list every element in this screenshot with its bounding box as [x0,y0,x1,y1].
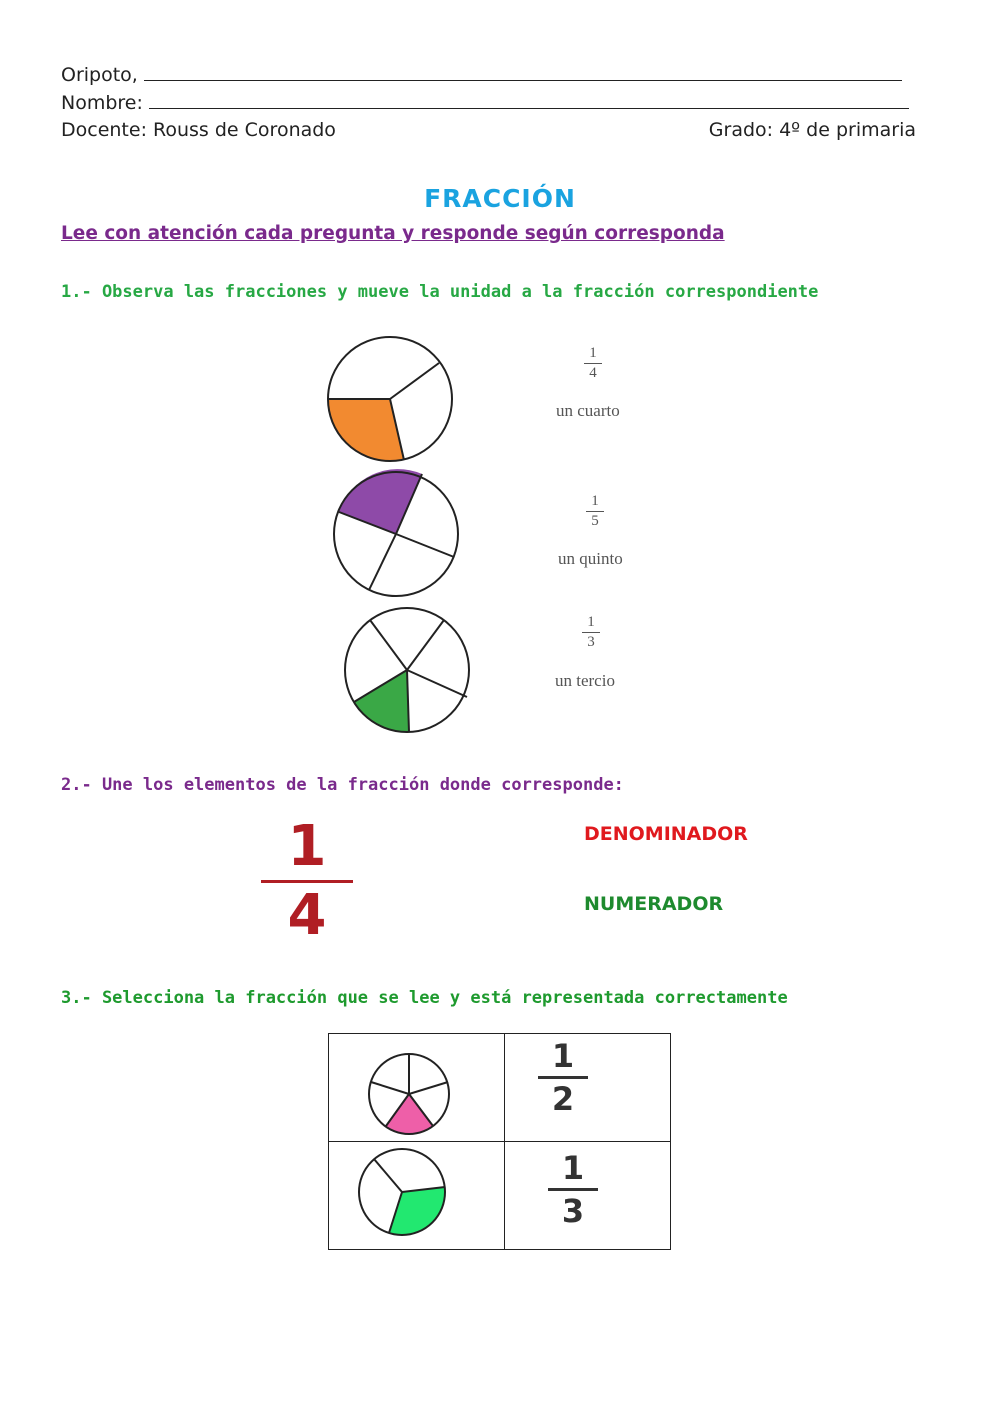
q3-row2-fraction [545,1150,601,1229]
q3-row2-denominator: 3 [561,1192,585,1230]
numerator-label[interactable]: NUMERADOR [584,893,724,915]
question-3: 3.- Selecciona la fracción que se lee y está representada correctamente [61,988,788,1008]
table-row[interactable] [329,1142,671,1250]
q2-numerator[interactable]: 1 [287,814,327,879]
q3-row2-fraction-cell[interactable] [505,1142,671,1250]
table-row[interactable] [329,1034,671,1142]
question-1: 1.- Observa las fracciones y mueve la unidad a la fracción correspondiente [61,282,819,302]
place-label: Oripoto, [61,64,138,86]
name-label: Nombre: [61,92,143,114]
q1-fraction-1-word: un cuarto [556,401,620,420]
q1-fraction-3-numerator: 1 [587,614,595,630]
q1-circles [300,325,490,745]
name-blank[interactable] [149,90,909,109]
q3-row2-pie-cell[interactable] [329,1142,505,1250]
q3-pie-thirds [329,1142,504,1249]
q3-row2-numerator: 1 [561,1149,585,1187]
place-blank[interactable] [144,62,902,81]
circle-sixths-shaded [354,670,409,732]
q3-pie-thirds-shaded [389,1187,445,1235]
q1-fraction-3-denominator: 3 [587,634,595,650]
q2-fraction [258,814,356,948]
q1-fraction-3-word: un tercio [555,671,615,690]
question-2: 2.- Une los elementos de la fracción donde corresponde: [61,775,624,795]
q3-row1-fraction-cell[interactable] [505,1034,671,1142]
q1-fraction-3[interactable] [580,615,602,650]
denominator-label[interactable]: DENOMINADOR [584,823,748,845]
page-title: FRACCIÓN [424,184,576,213]
q3-row1-denominator: 2 [551,1080,575,1118]
circle-sixths[interactable] [345,608,469,732]
q1-fraction-1[interactable] [582,346,604,381]
grade-label: Grado: 4º de primaria [708,119,916,141]
teacher-label: Docente: Rouss de Coronado [61,119,336,141]
q1-fraction-1-numerator: 1 [589,345,597,361]
q3-row1-fraction [535,1038,591,1117]
q1-fraction-2-numerator: 1 [591,493,599,509]
circle-quarters[interactable] [334,469,458,596]
q1-fraction-1-denominator: 4 [589,365,597,381]
q1-fraction-2[interactable] [584,494,606,529]
q3-row1-pie-cell[interactable] [329,1034,505,1142]
q3-row1-numerator: 1 [551,1037,575,1075]
instructions: Lee con atención cada pregunta y responde según corresponda [61,223,725,244]
q2-denominator[interactable]: 4 [287,883,327,948]
q3-table [328,1033,671,1250]
q3-pie-fifths-shaded [386,1094,433,1134]
q1-fraction-2-denominator: 5 [591,513,599,529]
q1-fraction-2-word: un quinto [558,549,623,568]
circle-thirds[interactable] [328,337,452,462]
q3-pie-fifths [329,1034,504,1141]
name-line [61,90,909,114]
place-line [61,62,902,86]
